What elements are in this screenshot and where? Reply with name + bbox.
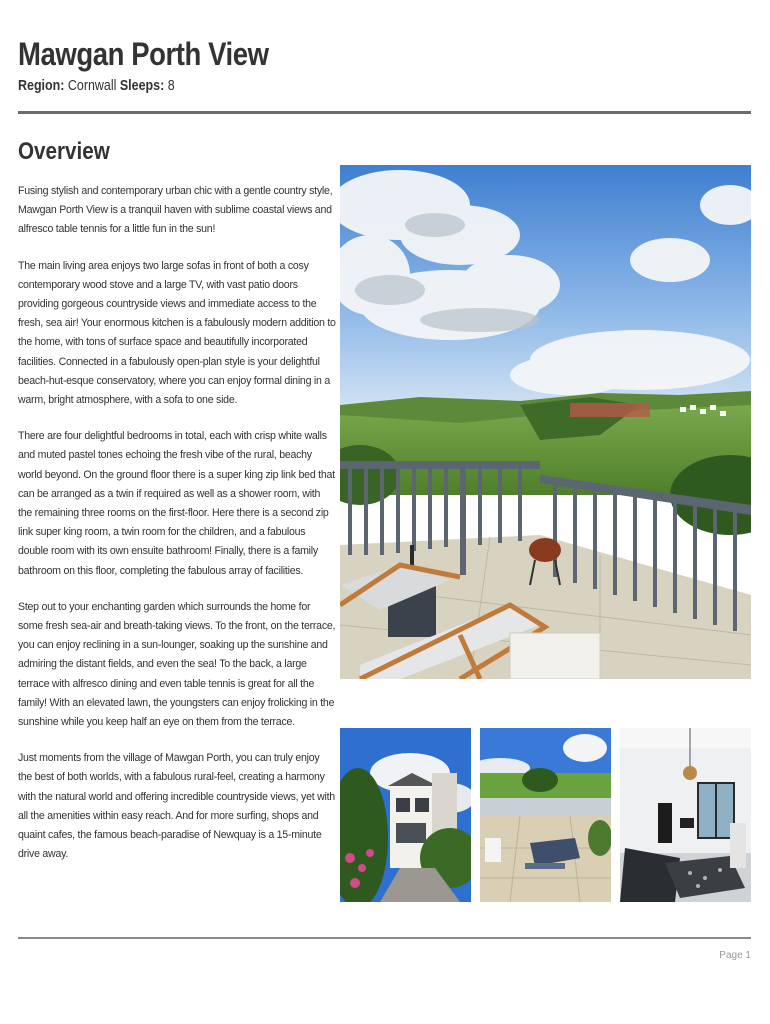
thumbnail-photo-living-room xyxy=(620,728,751,902)
overview-paragraph: The main living area enjoys two large sofas in front of both a cosy contemporary wood stove and a large TV, with vast patio doors providing gorgeous countryside views and immediate access to the fresh, sea air! Your enormous kitchen is a fabulously modern addition to the home, with tons of surface space and beautifully incorporated facilities. Connected in a fabulously open-plan style is your delightful beach-hut-esque conservatory, where you can enjoy formal dining in a warm, bright atmosphere, with a sofa to one side. xyxy=(18,259,336,407)
region-value: Cornwall xyxy=(67,78,117,94)
overview-heading: Overview xyxy=(18,138,110,165)
overview-text xyxy=(18,182,336,882)
overview-paragraph: Just moments from the village of Mawgan Porth, you can truly enjoy the best of both worlds, with a fabulous rural-feel, creating a harmony with the natural world and offering incredible countryside views, yet with all the amenities within easy reach. And for more surfing, shops and quaint cafes, the famous beach-paradise of Newquay is a 15-minute drive away. xyxy=(18,752,335,861)
overview-paragraph: There are four delightful bedrooms in total, each with crisp white walls and muted pastel tones echoing the fresh vibe of the rural, beachy world beyond. On the ground floor there is a super king zip link bed that can be arranged as a twin if required as well as a shower room, with the remaining three rooms on the first-floor. Here there is a second zip link super king room, a twin room for the children, and a fabulous double room with its own ensuite bathroom! Finally, there is a family bathroom on this floor, completing the fabulous array of facilities. xyxy=(18,430,335,577)
property-meta xyxy=(18,78,175,94)
footer-divider xyxy=(18,937,751,939)
region-label: Region: xyxy=(18,78,65,94)
thumbnail-photo-exterior xyxy=(340,728,471,902)
sleeps-value: 8 xyxy=(167,78,175,94)
header-divider xyxy=(18,111,751,114)
property-title: Mawgan Porth View xyxy=(18,36,269,72)
hero-photo-terrace xyxy=(340,165,751,679)
page-number: Page 1 xyxy=(719,950,751,961)
overview-paragraph: Fusing stylish and contemporary urban chic with a gentle country style, Mawgan Porth View is a tranquil haven with sublime coastal views and alfresco table tennis for a little fun in the sun! xyxy=(18,185,333,236)
thumbnail-photo-garden xyxy=(480,728,611,902)
overview-paragraph: Step out to your enchanting garden which surrounds the home for some fresh sea-air and breath-taking views. To the front, on the terrace, you can enjoy reclining in a sun-lounger, soaking up the sunshine and admiring the distant fields, and even the sea! To the back, a large terrace with alfresco dining and even table tennis is great for all the family! With an elevated lawn, the youngsters can enjoy frolicking in the sunshine while you keep half an eye on them from the terrace. xyxy=(18,600,336,729)
sleeps-label: Sleeps: xyxy=(119,78,165,94)
